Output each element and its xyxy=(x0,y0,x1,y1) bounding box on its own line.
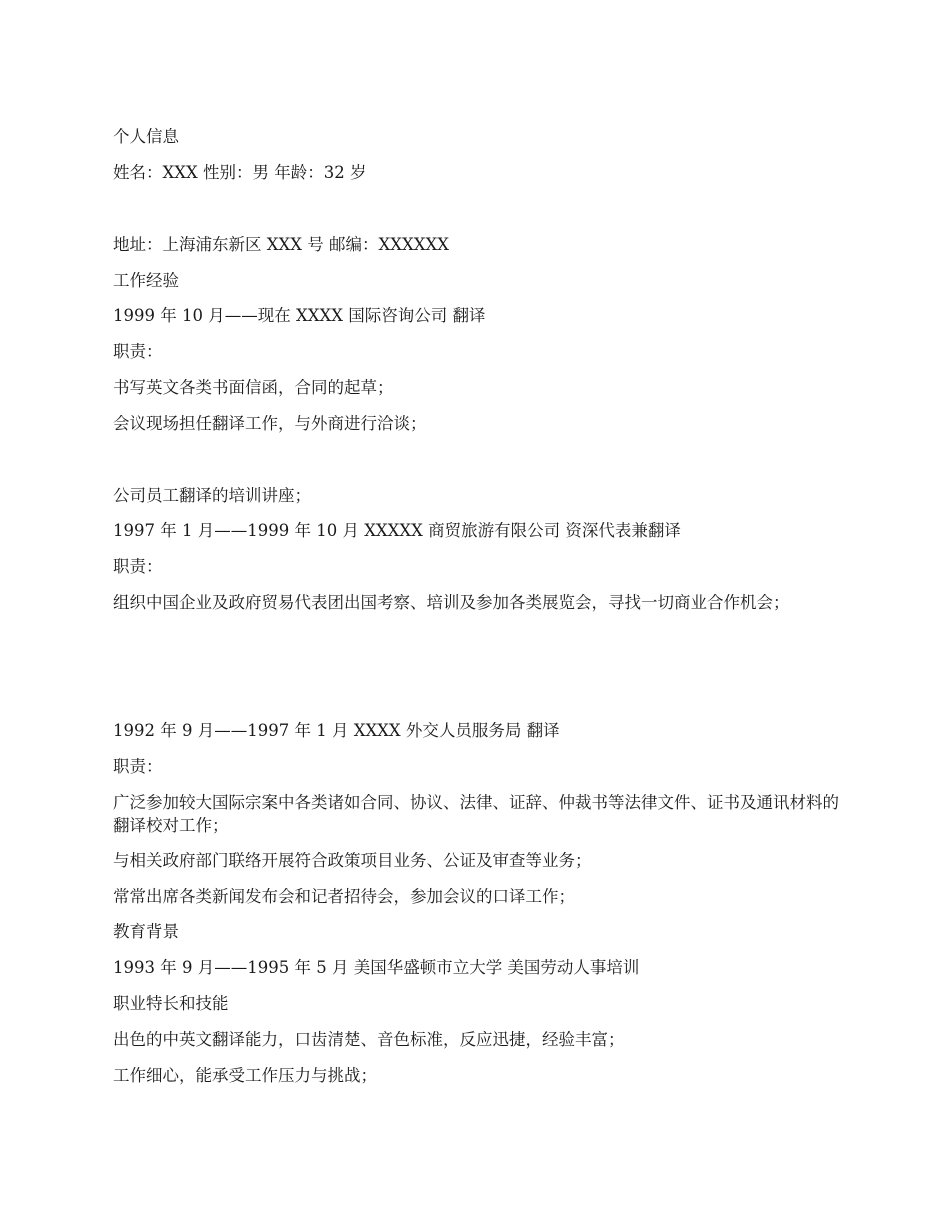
section-heading-personal-info: 个人信息 xyxy=(113,127,179,146)
duty-item: 组织中国企业及政府贸易代表团出国考察、培训及参加各类展览会，寻找一切商业合作机会； xyxy=(113,593,790,612)
job-entry-2: 1997 年 1 月——1999 年 10 月 XXXXX 商贸旅游有限公司 资深代表兼翻译 xyxy=(113,521,681,540)
job-entry-1: 1999 年 10 月——现在 XXXX 国际咨询公司 翻译 xyxy=(113,306,486,325)
skill-item: 工作细心，能承受工作压力与挑战； xyxy=(113,1066,377,1085)
duty-item: 常常出席各类新闻发布会和记者招待会，参加会议的口译工作； xyxy=(113,887,575,906)
duties-label: 职责： xyxy=(113,557,163,576)
section-heading-education: 教育背景 xyxy=(113,922,179,941)
personal-basic-info: 姓名：XXX 性别：男 年龄：32 岁 xyxy=(113,163,367,182)
duty-item: 与相关政府部门联络开展符合政策项目业务、公证及审查等业务； xyxy=(113,851,592,870)
duty-item: 广泛参加较大国际宗案中各类诸如合同、协议、法律、证辞、仲裁书等法律文件、证书及通讯材料的翻译校对工作； xyxy=(113,793,839,835)
education-entry: 1993 年 9 月——1995 年 5 月 美国华盛顿市立大学 美国劳动人事培训 xyxy=(113,958,640,977)
section-heading-work-experience: 工作经验 xyxy=(113,271,179,290)
skill-item: 出色的中英文翻译能力，口齿清楚、音色标准，反应迅捷，经验丰富； xyxy=(113,1030,625,1049)
job-entry-3: 1992 年 9 月——1997 年 1 月 XXXX 外交人员服务局 翻译 xyxy=(113,721,560,740)
address-line: 地址：上海浦东新区 XXX 号 邮编：XXXXXX xyxy=(113,235,449,254)
duties-label: 职责： xyxy=(113,342,163,361)
section-heading-skills: 职业特长和技能 xyxy=(113,994,229,1013)
duty-item: 书写英文各类书面信函，合同的起草； xyxy=(113,378,394,397)
duty-item: 会议现场担任翻译工作，与外商进行洽谈； xyxy=(113,414,427,433)
duties-label: 职责： xyxy=(113,757,163,776)
duty-item: 公司员工翻译的培训讲座； xyxy=(113,486,311,505)
